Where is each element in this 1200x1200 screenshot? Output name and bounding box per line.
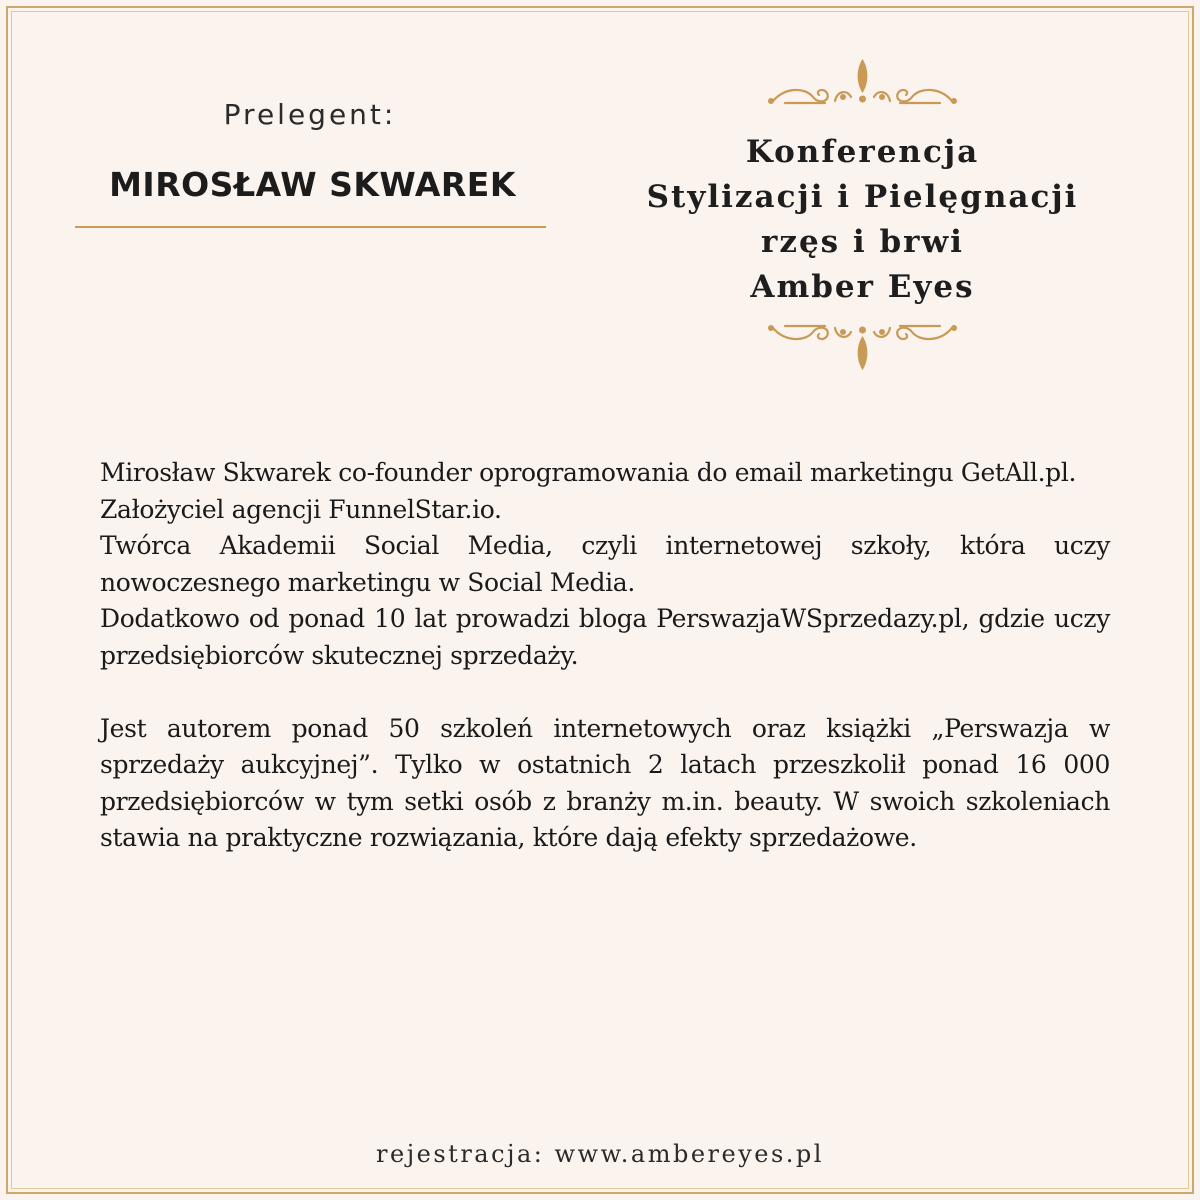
bio-line: Dodatkowo od ponad 10 lat prowadzi bloga PerswazjaWSprzedazy.pl, gdzie uczy przedsiębiorców skutecznej sprzedaży. [100,604,1110,670]
speaker-bio [100,455,1110,857]
conference-title-line: Amber Eyes [750,269,975,305]
flourish-ornament-icon [765,320,960,372]
conference-title-line: Konferencja [745,134,980,170]
registration-footer: rejestracja: www.ambereyes.pl [376,1140,824,1168]
speaker-label: Prelegent: [223,98,397,131]
conference-title-line: rzęs i brwi [761,224,964,260]
flourish-ornament-icon [765,57,960,109]
bio-line: Mirosław Skwarek co-founder oprogramowania do email marketingu GetAll.pl. [100,458,1077,487]
bio-line: Założyciel agencji FunnelStar.io. [100,494,502,524]
conference-title-line: Stylizacji i Pielęgnacji [646,179,1079,215]
speaker-name: MIROSŁAW SKWAREK [109,165,516,204]
conference-title [600,130,1125,310]
speaker-name-underline [75,226,546,228]
bio-line: Twórca Akademii Social Media, czyli internetowej szkoły, która uczy nowoczesnego marketingu w Social Media. [100,531,1110,597]
bio-paragraph: Jest autorem ponad 50 szkoleń internetowych oraz książki „Perswazja w sprzedaży aukcyjnej”. Tylko w ostatnich 2 latach przeszkolił ponad 16 000 przedsiębiorców w tym setki osób z branży m.in. beauty. W swoich szkoleniach stawia na praktyczne rozwiązania, które dają efekty sprzedażowe. [100,713,1110,852]
